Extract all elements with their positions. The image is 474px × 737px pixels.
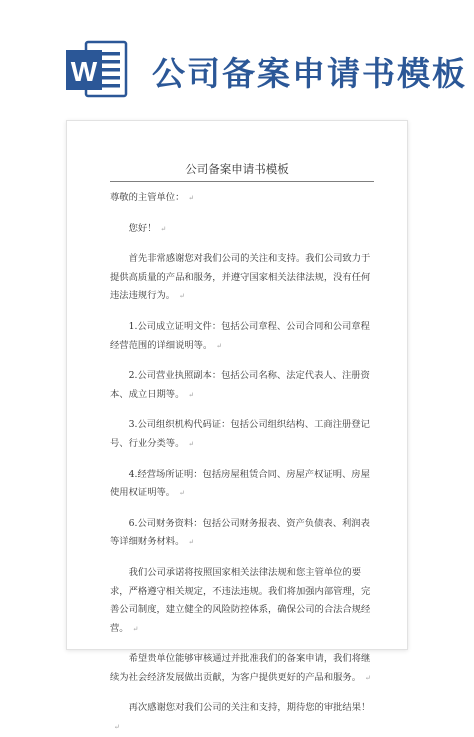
- document-title: 公司备案申请书模板: [185, 162, 289, 176]
- list-item: 3.公司组织机构代码证：包括公司组织结构、工商注册登记号、行业分类等。 ↵: [110, 419, 370, 449]
- word-document-icon: [66, 38, 128, 100]
- list-item: 4.经营场所证明：包括房屋租赁合同、房屋产权证明、房屋使用权证明等。 ↵: [110, 468, 370, 499]
- list-item: 1.公司成立证明文件：包括公司章程、公司合同和公司章程经营范围的详细说明等。 ↵: [110, 320, 370, 351]
- salutation: 您好！ ↵: [128, 222, 167, 234]
- paragraph: 希望贵单位能够审核通过并批准我们的备案申请，我们将继续为社会经济发展做出贡献，为客户提供更好的产品和服务。 ↵: [110, 653, 371, 683]
- title-divider: [110, 181, 374, 182]
- document-body: [110, 189, 374, 737]
- document-page: [66, 120, 408, 732]
- banner: [0, 0, 474, 120]
- paragraph: 首先非常感谢您对我们公司的关注和支持。我们公司致力于提供高质量的产品和服务，并遵守国家相关法律法规，没有任何违法违规行为。 ↵: [110, 253, 371, 302]
- banner-title: 公司备案申请书模板: [152, 54, 467, 93]
- greeting: 尊敬的主管单位： ↵: [110, 192, 195, 203]
- list-item: 6.公司财务资料：包括公司财务报表、资产负债表、利润表等详细财务材料。 ↵: [110, 517, 370, 548]
- list-item: 2.公司营业执照副本：包括公司名称、法定代表人、注册资本、成立日期等。 ↵: [110, 370, 370, 400]
- word-logo-letter: W: [70, 56, 98, 87]
- paragraph: 再次感谢您对我们公司的关注和支持，期待您的审批结果！↵: [114, 702, 371, 732]
- paragraph: 我们公司承诺将按照国家相关法律法规和您主管单位的要求，严格遵守相关规定，不违法违规。我们将加强内部管理，完善公司制度，建立健全的风险防控体系，确保公司的合法合规经营。 ↵: [110, 566, 371, 634]
